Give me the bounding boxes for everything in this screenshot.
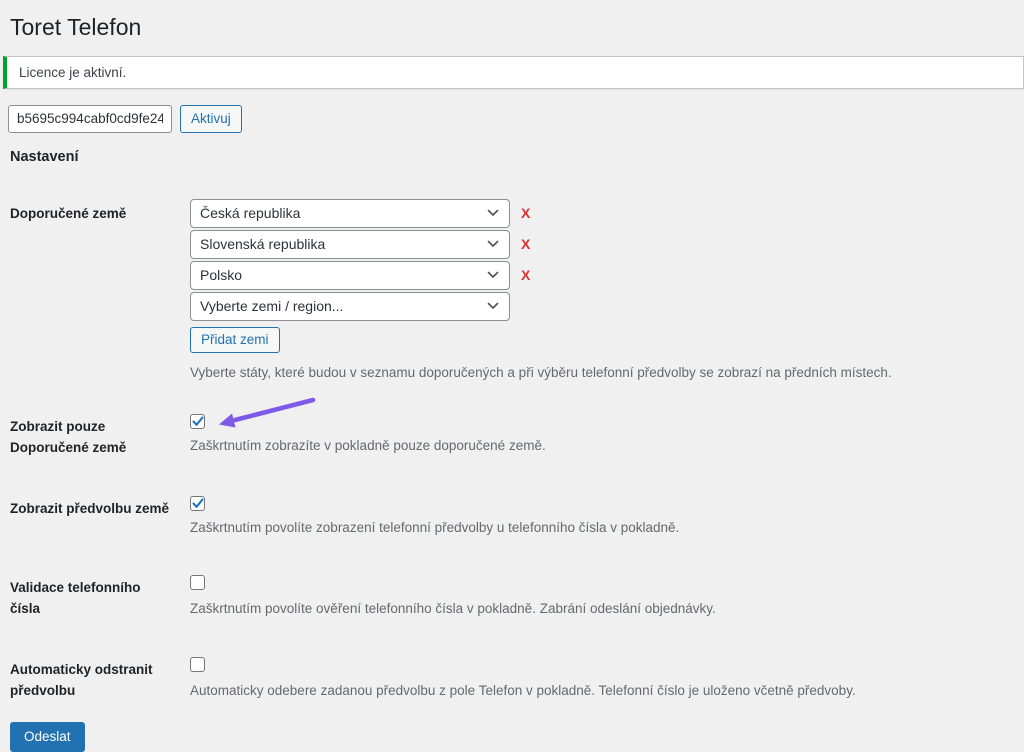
country-select-3-control[interactable] [190,261,510,290]
show-only-recommended-checkbox[interactable] [190,414,205,429]
country-select-row [190,292,1014,321]
setting-description: Automaticky odebere zadanou předvolbu z pole Telefon v pokladně. Telefonní číslo je uloženo včetně předvoby. [190,682,856,698]
recommended-countries-description: Vyberte státy, které budou v seznamu doporučených a při výběru telefonní předvolby se zobrazí na předních místech. [190,364,892,380]
setting-description: Zaškrtnutím povolíte zobrazení telefonní předvolby u telefonního čísla v pokladně. [190,520,680,536]
country-select-row [190,199,1014,228]
country-select-row [190,261,1014,290]
check-icon [192,416,204,427]
country-select-1-control[interactable] [190,199,510,228]
activate-button[interactable]: Aktivuj [180,105,242,133]
settings-form [10,199,1014,752]
setting-label: Automaticky odstranit předvolbu [10,661,153,698]
recommended-countries-label: Doporučené země [10,205,127,221]
setting-row-auto-remove-prefix [10,655,1014,702]
setting-description: Zaškrtnutím zobrazíte v pokladně pouze doporučené země. [190,438,546,454]
check-icon [192,498,204,509]
setting-description: Zaškrtnutím povolíte ověření telefonního čísla v pokladně. Zabrání odeslání objednávky. [190,600,716,616]
license-row [8,105,1014,133]
country-select-new-control[interactable] [190,292,510,321]
add-country-button[interactable]: Přidat zemi [190,327,280,353]
submit-button[interactable]: Odeslat [10,722,85,752]
page-title: Toret Telefon [10,14,142,40]
setting-row-show-country-prefix [10,494,1014,538]
license-key-input[interactable] [8,105,172,133]
annotation-arrow [206,394,318,432]
settings-heading: Nastavení [10,148,79,165]
country-select-3[interactable] [190,261,510,290]
country-select-row [190,230,1014,259]
country-select-new[interactable] [190,292,510,321]
country-select-2-control[interactable] [190,230,510,259]
remove-country-button[interactable]: X [521,267,531,284]
phone-validation-checkbox[interactable] [190,575,205,590]
setting-label: Zobrazit předvolbu země [10,501,170,517]
submit-row [10,722,1014,752]
setting-row-show-only-recommended [10,412,1014,459]
license-active-notice [3,56,1024,89]
notice-text: Licence je aktivní. [19,64,127,80]
show-country-prefix-checkbox[interactable] [190,496,205,511]
setting-label: Zobrazit pouze Doporučené země [10,419,127,456]
country-select-2[interactable] [190,230,510,259]
country-select-1[interactable] [190,199,510,228]
setting-label: Validace telefonního čísla [10,579,141,616]
remove-country-button[interactable]: X [521,236,531,253]
auto-remove-prefix-checkbox[interactable] [190,657,205,672]
setting-row-phone-validation [10,573,1014,620]
remove-country-button[interactable]: X [521,205,531,222]
recommended-countries-row [10,199,1014,383]
